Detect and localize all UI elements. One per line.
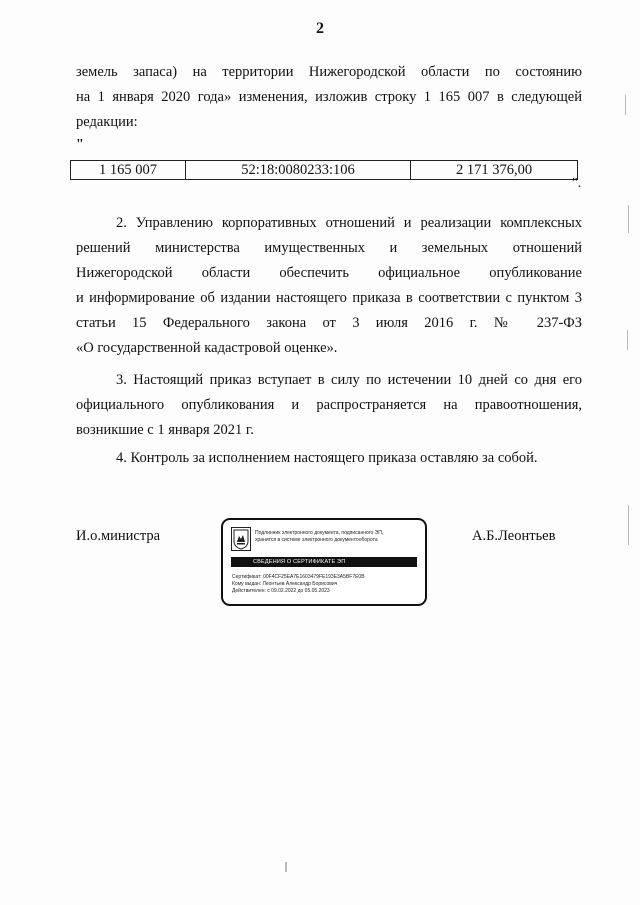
text-line: возникшие с 1 января 2021 г.	[76, 422, 254, 438]
stamp-header-line: Подлинник электронного документа, подписанного ЭП,	[255, 530, 384, 536]
intro-paragraph	[76, 60, 582, 135]
scan-artifact	[628, 505, 629, 545]
text-line: на 1 января 2020 года» изменения, изложив строку 1 165 007 в следующей	[76, 89, 582, 105]
table-row	[71, 161, 578, 180]
page-number: 2	[316, 20, 324, 37]
item-2-paragraph	[76, 211, 582, 361]
stamp-header-line: хранится в системе электронного документооборота	[255, 537, 378, 543]
item-3-paragraph	[76, 368, 582, 443]
text-line: 4. Контроль за исполнением настоящего приказа оставляю за собой.	[116, 450, 538, 466]
scan-artifact	[285, 862, 287, 872]
coat-of-arms-icon	[231, 527, 251, 551]
text-line: «О государственной кадастровой оценке».	[76, 340, 338, 356]
opening-quote: "	[76, 137, 84, 152]
text-line: 3. Настоящий приказ вступает в силу по истечении 10 дней со дня его	[116, 372, 582, 388]
cadastral-table	[70, 160, 578, 180]
cell-value: 2 171 376,00	[411, 161, 578, 180]
text-line: 2. Управлению корпоративных отношений и реализации комплексных	[116, 215, 582, 231]
scan-artifact	[628, 205, 629, 233]
scan-artifact	[625, 95, 626, 115]
cell-cadastral: 52:18:0080233:106	[186, 161, 411, 180]
text-line: и информирование об издании настоящего приказа в соответствии с пунктом 3	[76, 290, 582, 306]
certificate-validity: Действителен: с 09.02.2022 до 05.05.2023	[232, 588, 330, 594]
text-line: Нижегородской области обеспечить официальное опубликование	[76, 265, 582, 281]
signer-position: И.о.министра	[76, 528, 161, 544]
closing-quote: ".	[572, 176, 582, 191]
text-line: земель запаса) на территории Нижегородской области по состоянию	[76, 64, 582, 80]
text-line: статьи 15 Федерального закона от 3 июля 2016 г. № 237-ФЗ	[76, 315, 582, 331]
certificate-number: Сертификат: 00F4CF25EA7E1603479FE193E3A5BF7E0B	[232, 574, 365, 580]
text-line: официального опубликования и распространяется на правоотношения,	[76, 397, 582, 413]
text-line: редакции:	[76, 114, 138, 130]
signer-name: А.Б.Леонтьев	[472, 528, 556, 544]
stamp-title: СВЕДЕНИЯ О СЕРТИФИКАТЕ ЭП	[231, 557, 417, 567]
text-line: решений министерства имущественных и земельных отношений	[76, 240, 582, 256]
scan-artifact	[627, 330, 628, 350]
item-4-paragraph	[76, 446, 582, 471]
electronic-signature-stamp	[221, 518, 427, 606]
cell-number: 1 165 007	[71, 161, 186, 180]
certificate-owner: Кому выдан: Леонтьев Александр Борисович	[232, 581, 338, 587]
